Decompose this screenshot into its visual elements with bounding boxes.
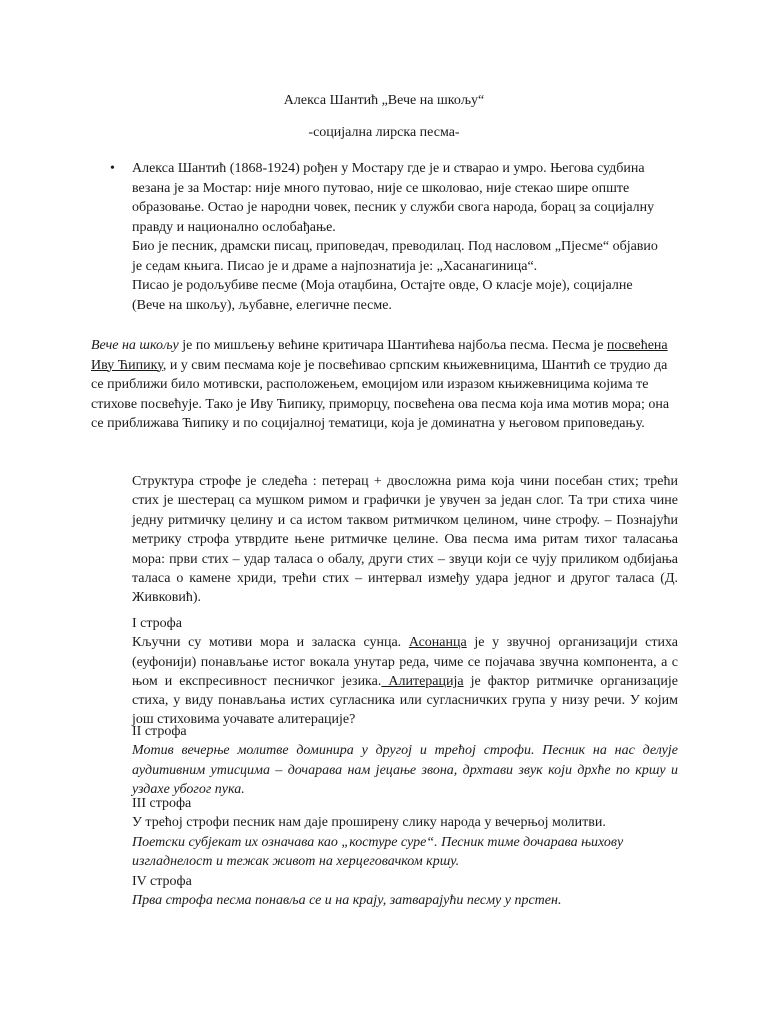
dedication-underlined: посвећена Иву Ћипику: [91, 338, 668, 373]
text-run: је фактор ритмичке организације стиха, у виду понављања истих сугласника или сугласничких група у низу речи. У којим још стиховима уочавате алитерације?: [132, 673, 678, 728]
stanza-1-text: [132, 633, 678, 729]
document-title: Алекса Шантић „Вече на шкољу“: [283, 93, 485, 108]
bullet-point: •: [110, 161, 115, 176]
biography-paragraph: Алекса Шантић (1868-1924) рођен у Мостару где је и стварао и умро. Његова судбина везана је за Мостар: није много путовао, није се школовао, није стекао шире опште образовање. Остао је народни човек, песник у служби свога народа, борац за социјалну правду и национално ослобађање.: [132, 161, 655, 235]
stanza-1-section: [132, 614, 678, 730]
stanza-3-heading: III строфа: [132, 796, 192, 811]
stanza-2-heading: II строфа: [132, 724, 187, 739]
poems-paragraph: Писао је родољубиве песме (Моја отаџбина, Остајте овде, О класје моје), социјалне (Вече на шкољу), љубавне, елегичне песме.: [132, 278, 633, 313]
text-run: је у звучној организацији стиха (еуфонији) понављање истог вокала унутар реда, чиме се појачава звучна компонента, а с њом и експресивност песничког језика.: [132, 635, 678, 689]
alliteration-term: Алитерација: [381, 673, 464, 689]
stanza-3-italic-text: Поетски субјекат их означава као „костуре суре“. Песник тиме дочарава њихову изгладнелост и тежак живот на херцеговачком кршу.: [132, 834, 624, 869]
stanza-1-heading: I строфа: [132, 616, 182, 631]
stanza-3-section: [132, 794, 678, 871]
assonance-term: Асонанца: [408, 635, 467, 651]
stanza-4-text: Прва строфа песма понавља се и на крају, затварајући песму у прстен.: [132, 893, 562, 909]
stanza-4-heading: IV строфа: [132, 874, 192, 889]
document-subtitle: -социјална лирска песма-: [308, 125, 460, 140]
stanza-2-section: [132, 722, 678, 799]
structure-paragraph: Структура строфе је следећа : петерац + двосложна рима која чини посебан стих; трећи стих је шестерац са мушком римом и графички је увучен за један слог. Та три стиха чине једну ритмичку целину и са истом таквом ритмичком целином, чине строфу. – Познајући метрику строфа утврдите њене ритмичке целине. Ова песма има ритам тихог таласања мора: први стих – удар таласа о обалу, други стих – звуци који се чују приликом одбијања таласа о камене хриди, трећи стих – интервал између удара једног и другог таласа (Д. Живковић).: [132, 474, 678, 606]
text-run: , и у свим песмама које је посвећивао српским књижевницима, Шантић се трудио да се приближи било мотивски, расположењем, емоцијом или изразом књижевницима којима те стихове посвећује. Тако је Иву Ћипику, приморцу, посвећена ова песма која има мотив мора; она се приближава Ћипику и по социјалној тематици, која је доминатна у његовом приповедању.: [91, 357, 670, 432]
text-run: Кључни су мотиви мора и заласка сунца.: [132, 635, 409, 651]
biography-bullet: [132, 159, 662, 315]
stanza-4-section: [132, 872, 678, 911]
stanza-2-text: Мотив вечерње молитве доминира у другој и трећој строфи. Песник на нас делује аудитивним утисцима – дочарава нам јецање звона, дрхтави звук који дрхће по кршу и уздахе убогог пука.: [132, 743, 678, 797]
stanza-3-text: У трећој строфи песник нам даје проширену слику народа у вечерњој молитви.: [132, 815, 606, 831]
text-run: је по мишљењу већине критичара Шантићева најбоља песма. Песма је: [178, 338, 607, 353]
poem-title-italic: Вече на шкољу: [91, 338, 179, 353]
dedication-paragraph: [91, 336, 675, 434]
works-paragraph: Био је песник, драмски писац, приповедач, преводилац. Под насловом „Пјесме“ објавио је седам књига. Писао је и драме а најпознатија је: „Хасанагиница“.: [132, 239, 658, 274]
